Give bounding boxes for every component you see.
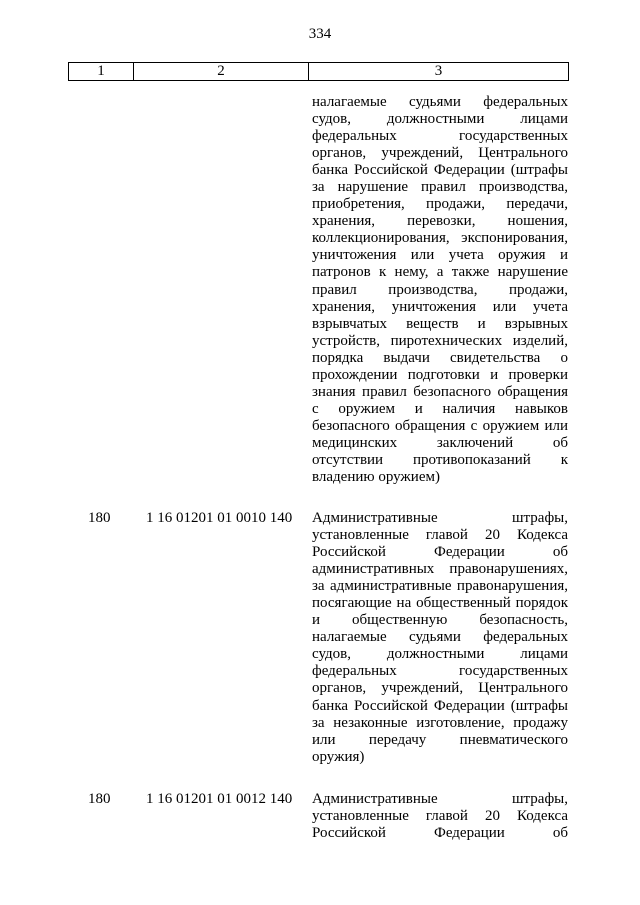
description-line: знания правил безопасного обращения — [312, 383, 568, 400]
description-line: посягающие на общественный порядок — [312, 595, 568, 612]
description-line: владению оружием) — [312, 469, 440, 486]
description-line: судов, должностными лицами — [312, 111, 568, 128]
description-line: медицинских заключений об — [312, 434, 568, 451]
description-cell — [312, 510, 568, 766]
description-line: порядка выдачи свидетельства о — [312, 349, 568, 366]
description-line: правил производства, продажи, — [312, 281, 568, 298]
description-line: безопасного обращения с оружием или — [312, 417, 568, 434]
description-line: Административные штрафы, — [312, 510, 568, 526]
description-line: с оружием и наличия навыков — [312, 400, 568, 417]
description-line: Российской Федерации об — [312, 544, 568, 561]
page-number: 334 — [308, 26, 332, 42]
description-line: патронов к нему, а также нарушение — [312, 264, 568, 281]
description-line: налагаемые судьями федеральных — [312, 629, 568, 646]
description-line: установленные главой 20 Кодекса — [312, 527, 568, 544]
description-line: отсутствии противопоказаний к — [312, 451, 568, 468]
description-line: устройств, пиротехнических изделий, — [312, 332, 568, 349]
description-line: органов, учреждений, Центрального — [312, 680, 568, 697]
admin-code-cell: 180 — [88, 791, 111, 807]
description-line: банка Российской Федерации (штрафы — [312, 162, 568, 179]
description-line: Административные штрафы, — [312, 791, 568, 807]
description-line: за административные правонарушения, — [312, 578, 568, 595]
header-col-3: 3 — [434, 63, 443, 79]
description-line: хранения, перевозки, ношения, — [312, 213, 568, 230]
description-line: административных правонарушениях, — [312, 561, 568, 578]
description-line: федеральных государственных — [312, 128, 568, 145]
description-line: установленные главой 20 Кодекса — [312, 808, 568, 825]
description-line: приобретения, продажи, передачи, — [312, 196, 568, 213]
description-line: за незаконные изготовление, продажу — [312, 714, 568, 731]
kbk-code-cell: 1 16 01201 01 0012 140 — [146, 791, 293, 807]
description-line: хранения, уничтожения или учета — [312, 298, 568, 315]
description-line: органов, учреждений, Центрального — [312, 145, 568, 162]
description-line: взрывчатых веществ и взрывных — [312, 315, 568, 332]
description-line: и общественную безопасность, — [312, 612, 568, 629]
admin-code-cell: 180 — [88, 510, 111, 526]
description-line: уничтожения или учета оружия и — [312, 247, 568, 264]
description-line: или передачу пневматического — [312, 731, 568, 748]
kbk-code-cell: 1 16 01201 01 0010 140 — [146, 510, 293, 526]
header-col-2: 2 — [134, 63, 309, 80]
description-line: коллекционирования, экспонирования, — [312, 230, 568, 247]
description-line: налагаемые судьями федеральных — [312, 94, 568, 110]
description-line: судов, должностными лицами — [312, 646, 568, 663]
description-line: банка Российской Федерации (штрафы — [312, 697, 568, 714]
description-line: Российской Федерации об — [312, 825, 568, 842]
description-cell — [312, 94, 568, 486]
description-line: оружия) — [312, 748, 365, 765]
table-header-row — [68, 62, 569, 81]
description-line: прохождении подготовки и проверки — [312, 366, 568, 383]
description-line: за нарушение правил производства, — [312, 179, 568, 196]
description-line: федеральных государственных — [312, 663, 568, 680]
description-cell — [312, 791, 568, 842]
header-col-1: 1 — [69, 63, 134, 80]
